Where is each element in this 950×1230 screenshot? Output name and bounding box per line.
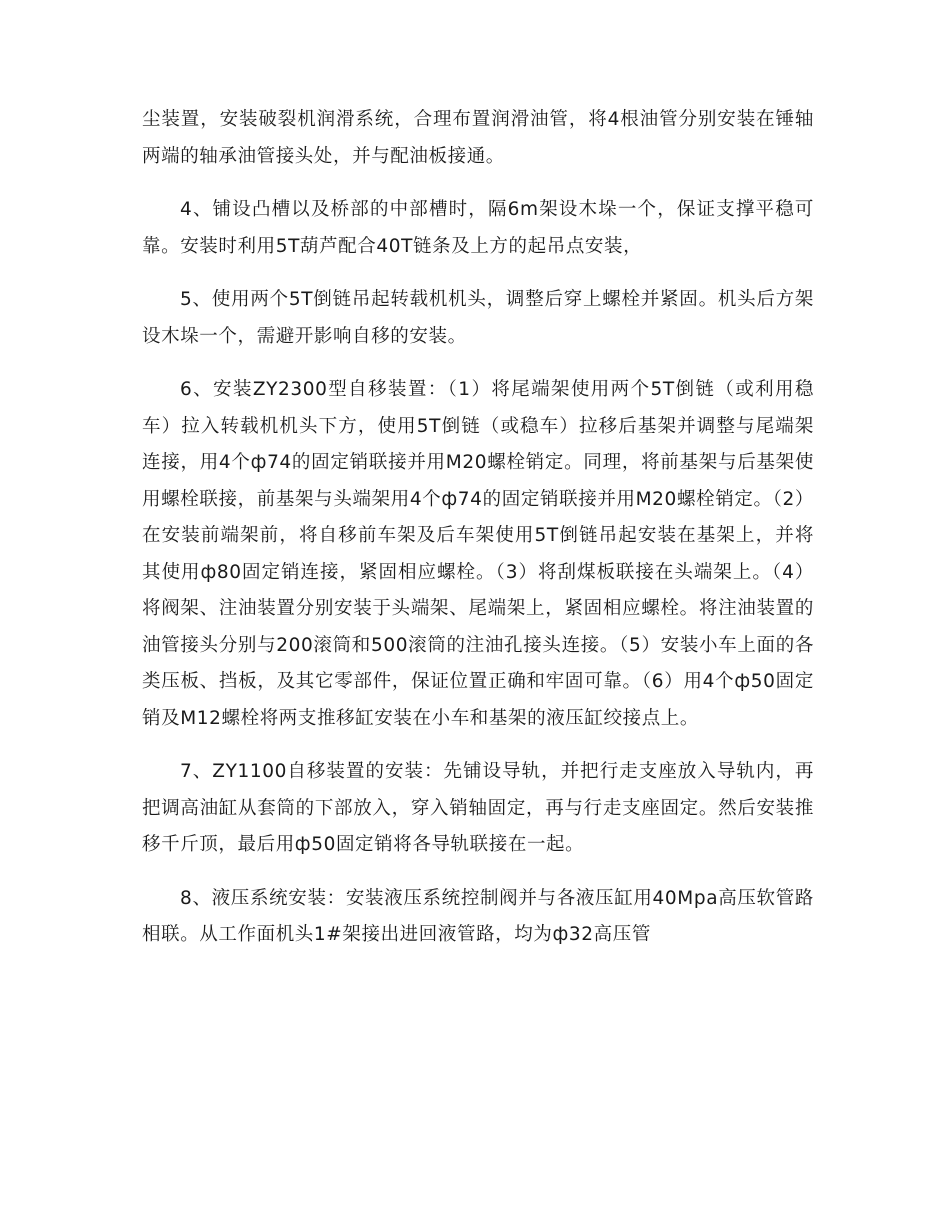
paragraph-continued: 尘装置，安装破裂机润滑系统，合理布置润滑油管，将4根油管分别安装在锤轴两端的轴承油管接头处，并与配油板接通。 [142, 109, 814, 167]
paragraph-step-8: 8、液压系统安装：安装液压系统控制阀并与各液压缸用40Mpa高压软管路相联。从工作面机头1#架接出进回液管路，均为ф32高压管 [142, 887, 814, 945]
paragraph-step-4: 4、铺设凸槽以及桥部的中部槽时，隔6m架设木垛一个，保证支撑平稳可靠。安装时利用5T葫芦配合40T链条及上方的起吊点安装， [142, 199, 814, 257]
document-body [142, 102, 814, 971]
paragraph-step-6: 6、安装ZY2300型自移装置：（1）将尾端架使用两个5T倒链（或利用稳车）拉入转载机机头下方，使用5T倒链（或稳车）拉移后基架并调整与尾端架连接，用4个ф74的固定销联接并用M20螺栓销定。同理，将前基架与后基架使用螺栓联接，前基架与头端架用4个ф74的固定销联接并用M20螺栓销定。（2）在安装前端架前，将自移前车架及后车架使用5T倒链吊起安装在基架上，并将其使用ф80固定销连接，紧固相应螺栓。（3）将刮煤板联接在头端架上。（4）将阀架、注油装置分别安装于头端架、尾端架上，紧固相应螺栓。将注油装置的油管接头分别与200滚筒和500滚筒的注油孔接头连接。（5）安装小车上面的各类压板、挡板，及其它零部件，保证位置正确和牢固可靠。（6）用4个ф50固定销及M12螺栓将两支推移缸安装在小车和基架的液压缸绞接点上。 [142, 379, 814, 729]
paragraph-step-7: 7、ZY1100自移装置的安装：先铺设导轨，并把行走支座放入导轨内，再把调高油缸从套筒的下部放入，穿入销轴固定，再与行走支座固定。然后安装推移千斤顶，最后用ф50固定销将各导轨联接在一起。 [142, 761, 814, 855]
paragraph-step-5: 5、使用两个5T倒链吊起转载机机头，调整后穿上螺栓并紧固。机头后方架设木垛一个，需避开影响自移的安装。 [142, 289, 814, 347]
